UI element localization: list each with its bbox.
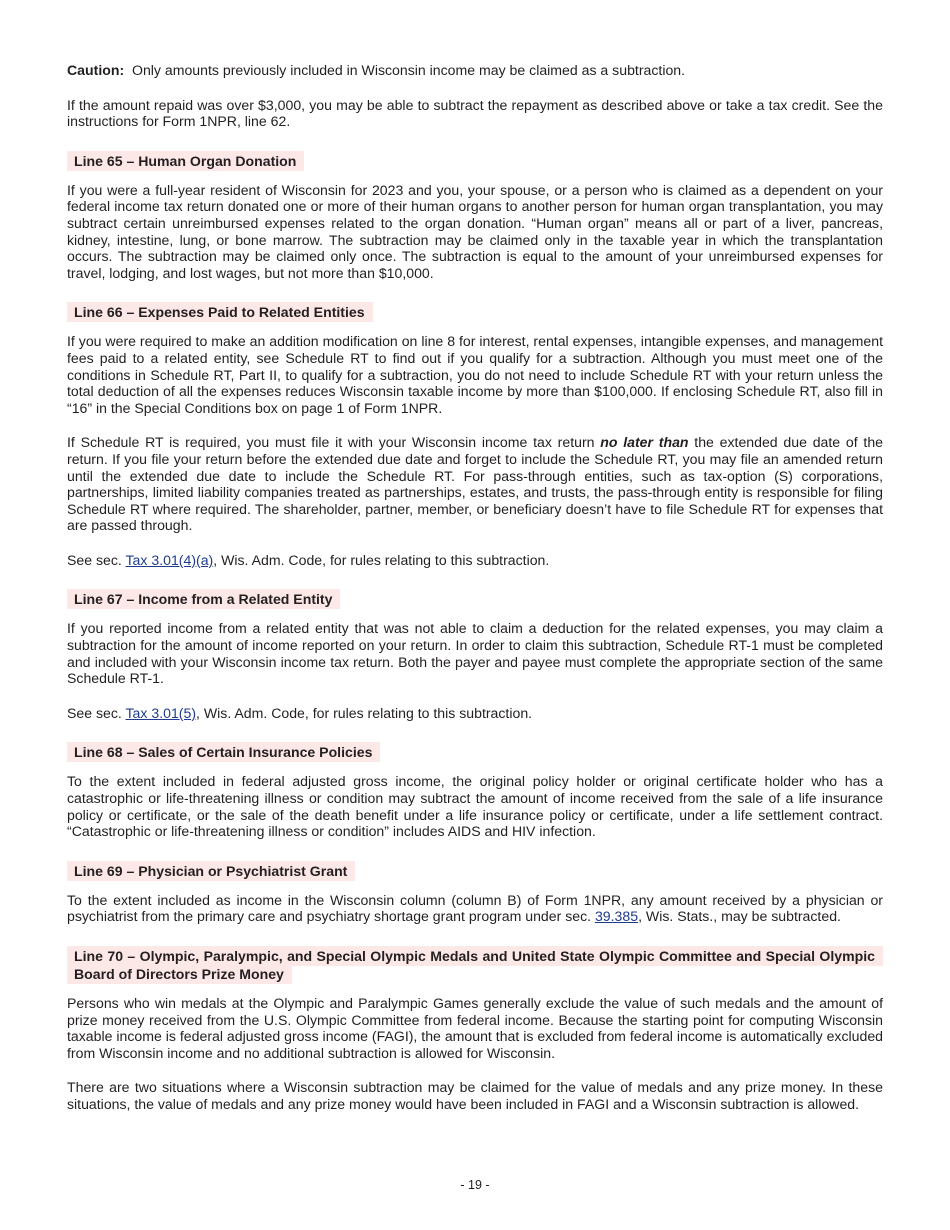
- line-66-paragraph-3: [67, 552, 883, 569]
- line-66-paragraph-2: [67, 434, 883, 534]
- line-67-p2-before: See sec.: [67, 704, 126, 721]
- caution-paragraph: [67, 62, 883, 79]
- caution-label: Caution:: [67, 62, 125, 78]
- section-heading-line-67: [67, 590, 883, 608]
- page-content: [67, 62, 883, 1113]
- line-66-p2-emphasis: no later than: [600, 434, 689, 451]
- line-66-p3-after: , Wis. Adm. Code, for rules relating to this subtraction.: [213, 551, 550, 568]
- section-heading-line-68: [67, 743, 883, 761]
- tax-3-01-5-link[interactable]: Tax 3.01(5): [125, 704, 197, 721]
- section-heading-line-65: [67, 152, 883, 170]
- line-66-p3-before: See sec.: [67, 551, 126, 568]
- section-heading-line-66: [67, 303, 883, 321]
- heading-line-68: Line 68 – Sales of Certain Insurance Policies: [67, 742, 380, 762]
- heading-line-69: Line 69 – Physician or Psychiatrist Grant: [67, 861, 355, 881]
- heading-line-65: Line 65 – Human Organ Donation: [67, 151, 304, 171]
- section-heading-line-70: [67, 947, 883, 983]
- line-67-p2-after: , Wis. Adm. Code, for rules relating to this subtraction.: [196, 704, 533, 721]
- page-number: - 19 -: [460, 1178, 490, 1192]
- line-66-paragraph-1: If you were required to make an addition modification on line 8 for interest, rental expenses, intangible expenses, and management fees paid to a related entity, see Schedule RT to find out if you qualify for a subtraction. Although you must meet one of the conditions in Schedule RT, Part II, to qualify for a subtraction, you do not need to include Schedule RT with your return unless the total deduction of all the expenses reduces Wisconsin taxable income by more than $100,000. If enclosing Schedule RT, also fill in “16” in the Special Conditions box on page 1 of Form 1NPR.: [67, 333, 883, 416]
- line-70-paragraph-2: There are two situations where a Wisconsin subtraction may be claimed for the value of medals and any prize money. In these situations, the value of medals and any prize money would have been included in FAGI and a Wisconsin subtraction is allowed.: [67, 1079, 883, 1112]
- section-heading-line-69: [67, 862, 883, 880]
- line-70-paragraph-1: Persons who win medals at the Olympic and Paralympic Games generally exclude the value of such medals and the amount of prize money received from the U.S. Olympic Committee from federal income. Because the starting point for computing Wisconsin taxable income is federal adjusted gross income (FAGI), the amount that is excluded from federal income is automatically excluded from Wisconsin income and no additional subtraction is allowed for Wisconsin.: [67, 995, 883, 1061]
- line-67-paragraph-1: If you reported income from a related entity that was not able to claim a deduction for the related expenses, you may claim a subtraction for the amount of income reported on your return. In order to claim this subtraction, Schedule RT-1 must be completed and included with your Wisconsin income tax return. Both the payer and payee must complete the appropriate section of the same Schedule RT-1.: [67, 620, 883, 687]
- line-69-paragraph: [67, 892, 883, 925]
- line-65-paragraph: If you were a full-year resident of Wisconsin for 2023 and you, your spouse, or a person who is claimed as a dependent on your federal income tax return donated one or more of their human organs to another person for human organ transplantation, you may subtract certain unreimbursed expenses related to the organ donation. “Human organ” means all or part of a liver, pancreas, kidney, intestine, lung, or bone marrow. The subtraction may be claimed only in the taxable year in which the transplantation occurs. The subtraction may be claimed only once. The subtraction is equal to the amount of your unreimbursed expenses for travel, lodging, and lost wages, but not more than $10,000.: [67, 181, 883, 281]
- line-68-paragraph: To the extent included in federal adjusted gross income, the original policy holder or original certificate holder who has a catastrophic or life-threatening illness or condition may subtract the amount of income received from the sale of a life insurance policy or certificate, or the sale of the death benefit under a life insurance policy or certificate, under a life settlement contract. “Catastrophic or life-threatening illness or condition” includes AIDS and HIV infection.: [67, 773, 883, 840]
- line-69-p1-after: , Wis. Stats., may be subtracted.: [638, 908, 841, 925]
- statute-39-385-link[interactable]: 39.385: [594, 908, 639, 925]
- line-69-p1-before: To the extent included as income in the Wisconsin column (column B) of Form 1NPR, any amount received by a physician or psychiatrist from the primary care and psychiatry shortage grant program under sec.: [67, 891, 883, 925]
- repaid-paragraph: If the amount repaid was over $3,000, you may be able to subtract the repayment as described above or take a tax credit. See the instructions for Form 1NPR, line 62.: [67, 96, 883, 130]
- line-66-p2-after: the extended due date of the return. If you file your return before the extended due date and forget to include the Schedule RT, you may file an amended return until the extended due date to include the Schedule RT. For pass-through entities, such as tax-option (S) corporations, partnerships, limited liability companies treated as partnerships, estates, and trusts, the pass-through entity is responsible for filing Schedule RT where required. The shareholder, partner, member, or beneficiary doesn’t have to file Schedule RT for expenses that are passed through.: [67, 434, 884, 534]
- heading-line-67: Line 67 – Income from a Related Entity: [67, 589, 340, 609]
- heading-line-66: Line 66 – Expenses Paid to Related Entities: [67, 302, 373, 322]
- line-66-p2-before: If Schedule RT is required, you must file it with your Wisconsin income tax return: [67, 434, 601, 451]
- caution-text: Only amounts previously included in Wisconsin income may be claimed as a subtraction.: [132, 62, 686, 78]
- line-67-paragraph-2: [67, 705, 883, 722]
- tax-3-01-4-a-link[interactable]: Tax 3.01(4)(a): [125, 551, 214, 568]
- heading-line-70: Line 70 – Olympic, Paralympic, and Special Olympic Medals and United State Olympic Committee and Special Olympic Board of Directors Prize Money: [67, 946, 883, 984]
